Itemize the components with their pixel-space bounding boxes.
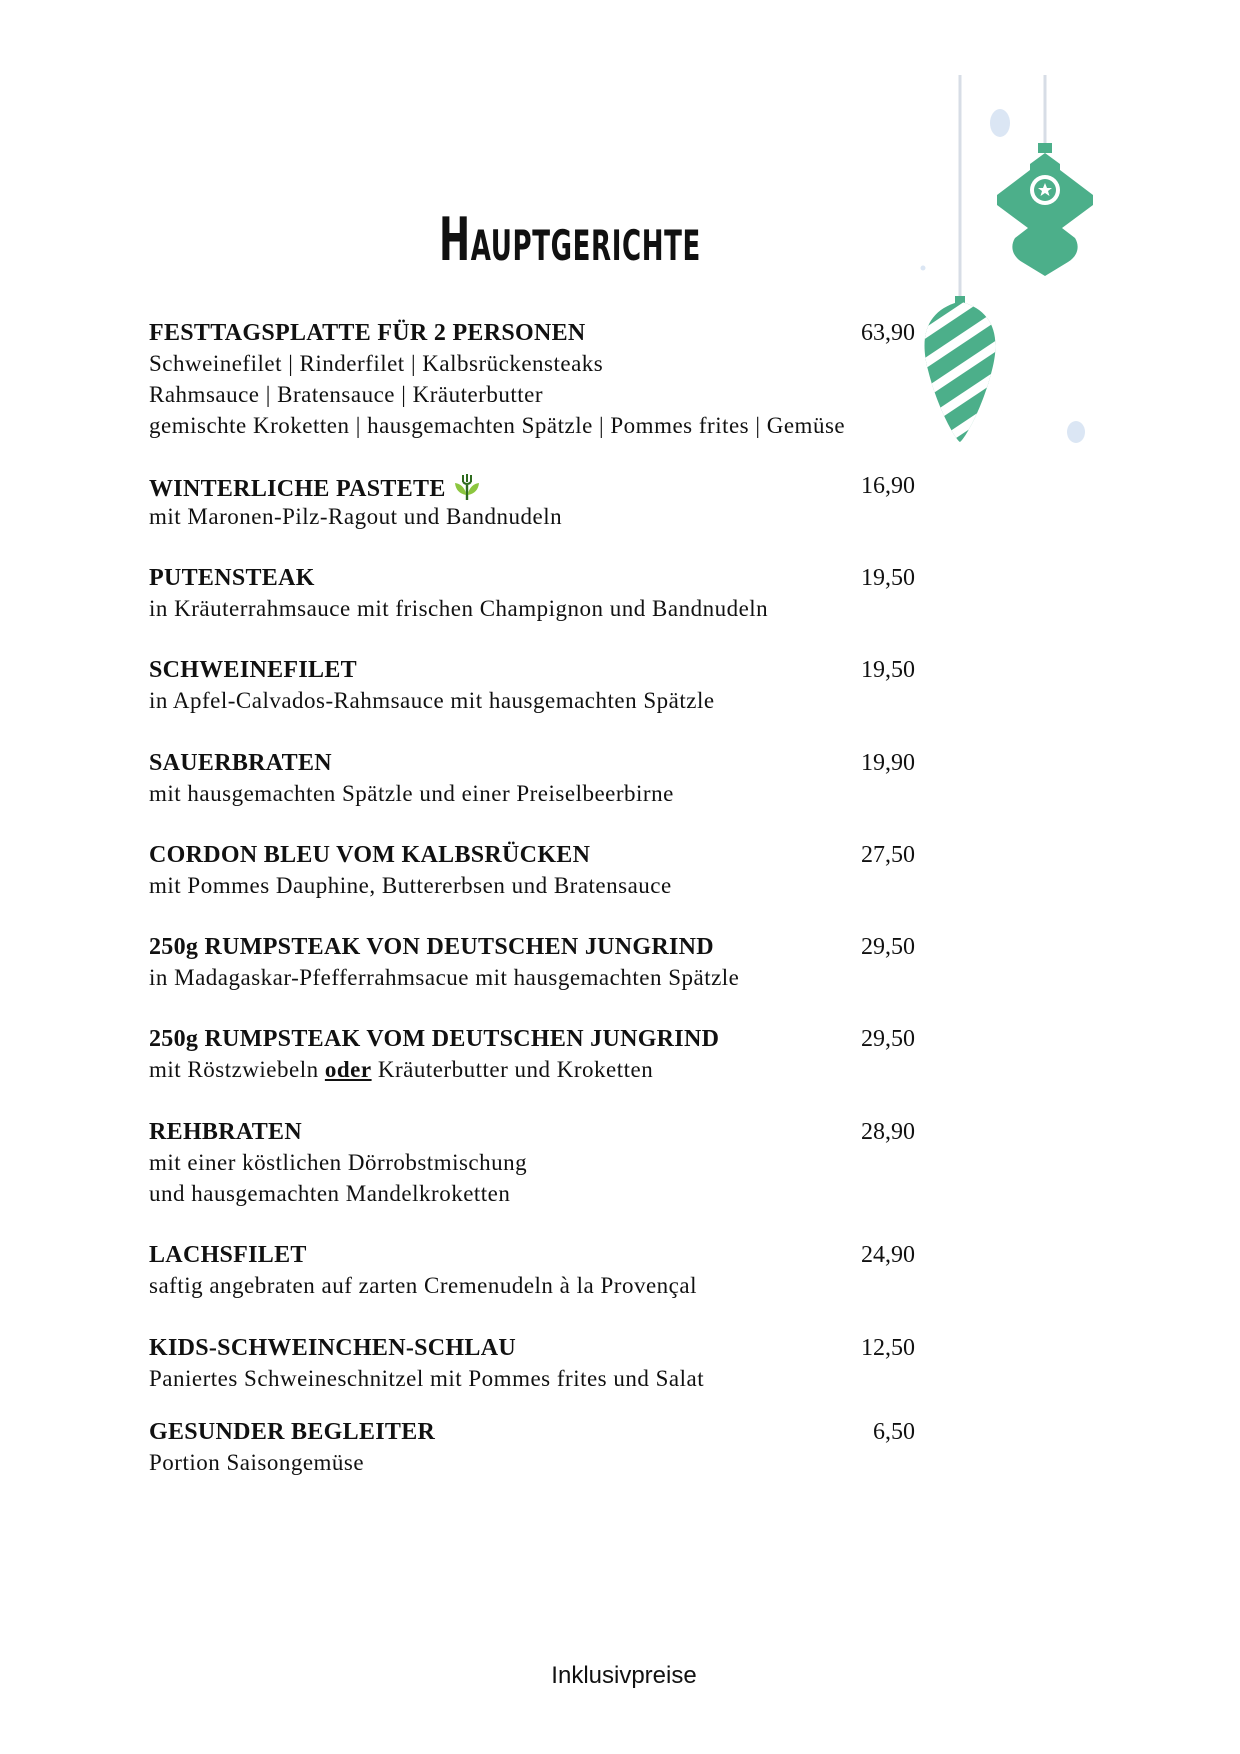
dish-price: 27,50: [861, 842, 915, 868]
vegetarian-leaf-fork-icon: [452, 471, 482, 505]
dish-name: SCHWEINEFILET: [149, 657, 357, 683]
menu-item: [149, 840, 915, 901]
christmas-ornaments-decoration: [900, 70, 1120, 464]
dish-description-part: Kräuterbutter und Kroketten: [371, 1057, 654, 1082]
dish-description: mit Maronen-Pilz-Ragout und Bandnudeln: [149, 504, 563, 529]
menu-item: [149, 318, 915, 441]
dish-name: CORDON BLEU VOM KALBSRÜCKEN: [149, 842, 591, 868]
dish-description: mit hausgemachten Spätzle und einer Preiselbeerbirne: [149, 781, 674, 806]
menu-item: [149, 748, 915, 809]
dish-description: mit einer köstlichen Dörrobstmischung: [149, 1150, 528, 1175]
dish-description: gemischte Kroketten | hausgemachten Spätzle | Pommes frites | Gemüse: [149, 413, 846, 438]
dish-price: 28,90: [861, 1119, 915, 1145]
menu-item: [149, 1117, 915, 1209]
dish-name: KIDS-SCHWEINCHEN-SCHLAU: [149, 1335, 516, 1361]
dish-price: 19,90: [861, 750, 915, 776]
dish-name: SAUERBRATEN: [149, 750, 332, 776]
dish-description: Schweinefilet | Rinderfilet | Kalbsrückensteaks: [149, 351, 604, 376]
dish-price: 19,50: [861, 565, 915, 591]
menu-item: [149, 655, 915, 716]
dish-description: saftig angebraten auf zarten Cremenudeln à la Provençal: [149, 1273, 697, 1298]
dish-description: Portion Saisongemüse: [149, 1450, 365, 1475]
dish-name: WINTERLICHE PASTETE: [149, 476, 446, 502]
dish-description: in Madagaskar-Pfefferrahmsacue mit hausgemachten Spätzle: [149, 965, 740, 990]
dish-price: 6,50: [873, 1419, 915, 1445]
page-title: Hauptgerichte: [439, 205, 701, 275]
striped-ornament-icon: [900, 270, 1020, 460]
dish-price: 16,90: [861, 473, 915, 499]
dish-price: 12,50: [861, 1335, 915, 1361]
menu-item: [149, 471, 915, 532]
decor-dot: [1067, 421, 1085, 443]
dish-price: 24,90: [861, 1242, 915, 1268]
dish-price: 29,50: [861, 934, 915, 960]
dish-price: 29,50: [861, 1026, 915, 1052]
dish-name: FESTTAGSPLATTE FÜR 2 PERSONEN: [149, 320, 586, 346]
dish-name: REHBRATEN: [149, 1119, 302, 1145]
dish-price: 19,50: [861, 657, 915, 683]
price-note: Inklusivpreise: [551, 1662, 697, 1689]
menu-item: [149, 1024, 915, 1085]
decor-dot: [990, 109, 1010, 137]
dish-description: in Apfel-Calvados-Rahmsauce mit hausgemachten Spätzle: [149, 688, 715, 713]
dish-description-emphasis: oder: [324, 1057, 372, 1082]
dish-description: Paniertes Schweineschnitzel mit Pommes frites und Salat: [149, 1366, 705, 1391]
menu-item: [149, 932, 915, 993]
dish-description: mit Pommes Dauphine, Buttererbsen und Bratensauce: [149, 873, 672, 898]
menu-item: [149, 563, 915, 624]
dish-name: 250g RUMPSTEAK VON DEUTSCHEN JUNGRIND: [149, 934, 714, 960]
dish-description: [149, 1054, 915, 1085]
dish-name: GESUNDER BEGLEITER: [149, 1419, 436, 1445]
dish-description: Rahmsauce | Bratensauce | Kräuterbutter: [149, 382, 543, 407]
dish-name: 250g RUMPSTEAK VOM DEUTSCHEN JUNGRIND: [149, 1026, 720, 1052]
dish-name: LACHSFILET: [149, 1242, 307, 1268]
dish-name: PUTENSTEAK: [149, 565, 315, 591]
menu-item: [149, 1240, 915, 1301]
dish-description-part: mit Röstzwiebeln: [149, 1057, 325, 1082]
dish-price: 63,90: [861, 320, 915, 346]
menu-item: [149, 1333, 915, 1394]
dish-description: in Kräuterrahmsauce mit frischen Champignon und Bandnudeln: [149, 596, 769, 621]
star-ornament-icon: [997, 143, 1093, 276]
dish-description: und hausgemachten Mandelkroketten: [149, 1181, 511, 1206]
menu-item: [149, 1417, 915, 1478]
decor-dot: [921, 266, 926, 271]
